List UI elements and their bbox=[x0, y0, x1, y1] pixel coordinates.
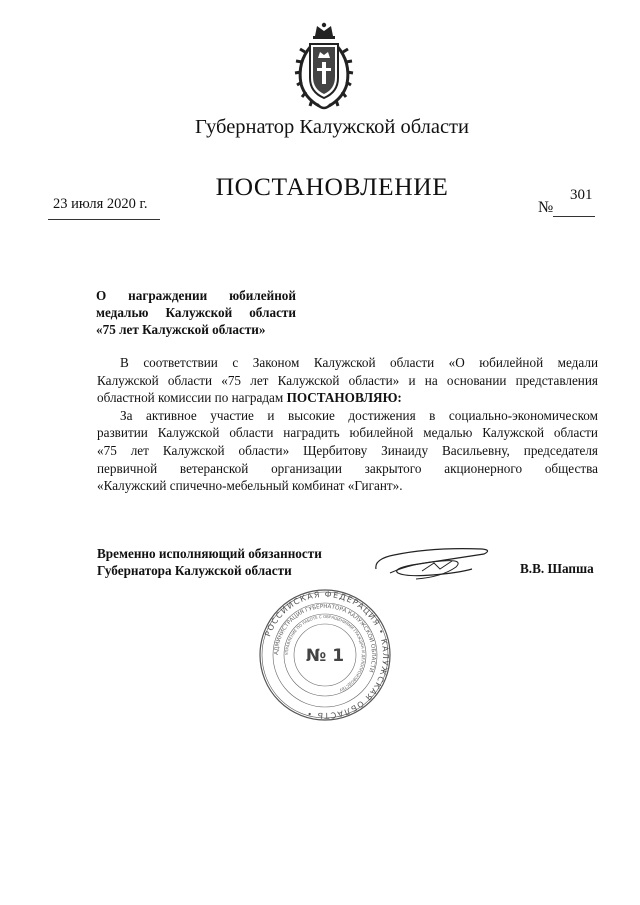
decree-keyword: ПОСТАНОВЛЯЮ: bbox=[286, 390, 402, 406]
document-type-heading: ПОСТАНОВЛЕНИЕ bbox=[215, 172, 449, 201]
stamp-ring-text: АДМИНИСТРАЦИЯ ГУБЕРНАТОРА КАЛУЖСКОЙ ОБЛАСТИ bbox=[273, 603, 377, 673]
body-line: Калужской области «75 лет Калужской области» и на основании представления bbox=[97, 372, 598, 388]
subject-line: «75 лет Калужской области» bbox=[96, 322, 266, 337]
signer-title-line: Временно исполняющий обязанности bbox=[97, 546, 322, 561]
subject-block bbox=[96, 287, 296, 338]
body-line bbox=[97, 389, 598, 407]
stamp-ring-text: УПРАВЛЕНИЕ ПО РАБОТЕ С ОБРАЩЕНИЯМИ ГРАЖДАН И ДЕЛОПРОИЗВОДСТВУ bbox=[283, 613, 367, 693]
document-date: 23 июля 2020 г. bbox=[53, 196, 148, 212]
number-underline bbox=[553, 216, 595, 217]
stamp-number: № 1 bbox=[305, 646, 345, 666]
body-line: За активное участие и высокие достижения в социально-экономическом bbox=[120, 407, 598, 423]
date-underline bbox=[48, 219, 160, 220]
number-label: № bbox=[538, 199, 554, 216]
coat-of-arms-emblem bbox=[293, 22, 355, 114]
body-line: «Калужский спичечно-мебельный комбинат «Гигант». bbox=[97, 478, 403, 494]
body-line: «75 лет Калужской области» Щербитову Зинаиду Васильевну, председателя bbox=[97, 442, 598, 458]
body-text-run: областной комиссии по наградам bbox=[97, 390, 287, 406]
official-stamp bbox=[258, 588, 392, 722]
body-line: В соответствии с Законом Калужской области «О юбилейной медали bbox=[120, 355, 598, 370]
handwritten-signature bbox=[372, 543, 494, 585]
body-line: развитии Калужской области наградить юбилейной медалью Калужской области bbox=[97, 425, 598, 441]
signer-title-line: Губернатора Калужской области bbox=[97, 563, 292, 578]
issuer-title: Губернатор Калужской области bbox=[195, 116, 469, 138]
body-text bbox=[97, 354, 598, 495]
signer-name: В.В. Шапша bbox=[520, 561, 594, 576]
subject-line: О награждении юбилейной bbox=[96, 288, 296, 303]
body-line: первичной ветеранской организации закрытого акционерного общества bbox=[97, 460, 598, 476]
signer-title bbox=[97, 545, 322, 579]
document-number: 301 bbox=[570, 187, 593, 203]
stamp-ring-text: РОССИЙСКАЯ ФЕДЕРАЦИЯ • КАЛУЖСКАЯ ОБЛАСТЬ • bbox=[263, 589, 391, 721]
subject-line: медалью Калужской области bbox=[96, 305, 296, 320]
